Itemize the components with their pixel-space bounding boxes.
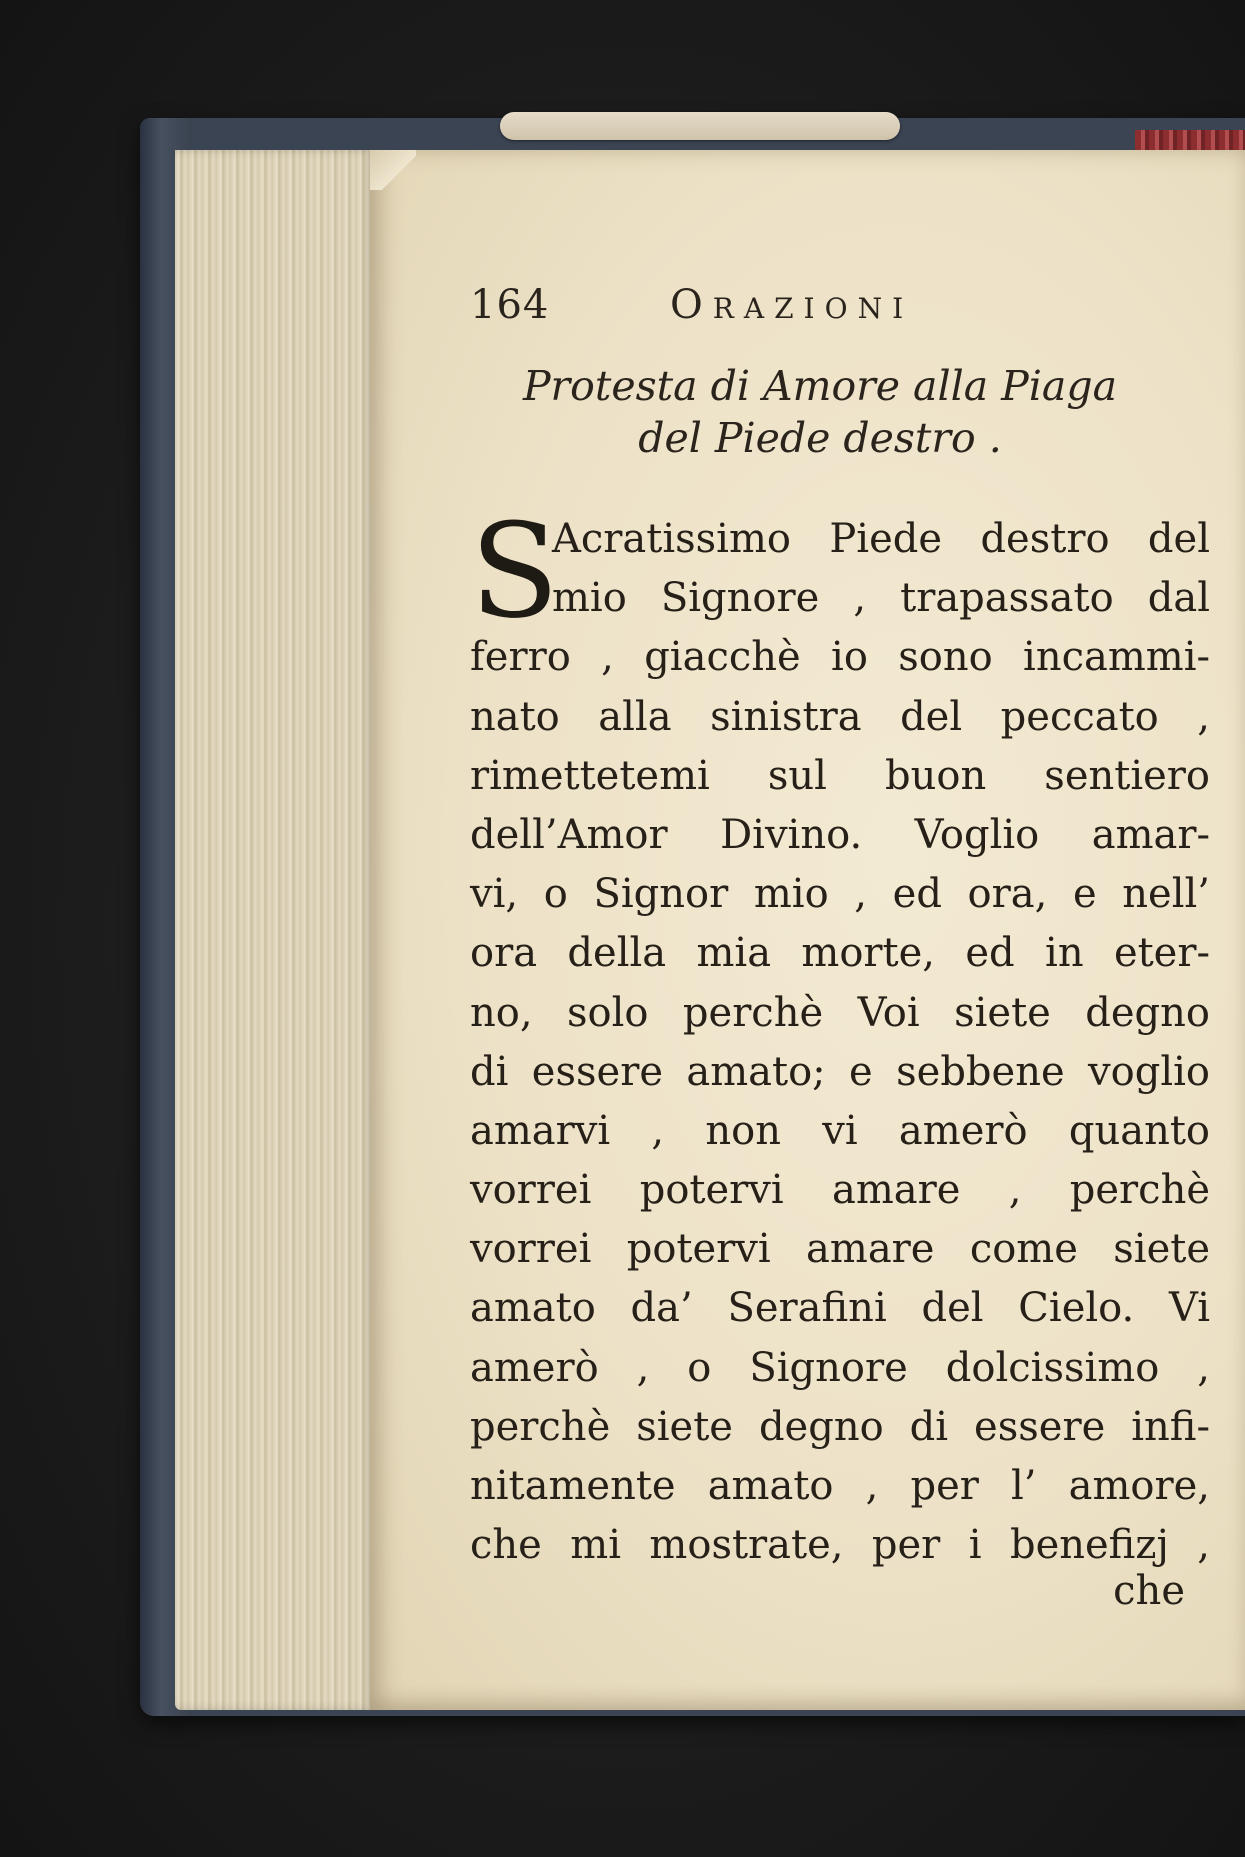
text-line: vorrei potervi amare come siete	[470, 1226, 1210, 1273]
section-title	[460, 360, 1180, 464]
text-line: ora della mia morte, ed in eter-	[470, 930, 1210, 977]
text-line: amato da’ Serafini del Cielo. Vi	[470, 1285, 1210, 1332]
text-line: nato alla sinistra del peccato ,	[470, 693, 1210, 740]
page-edges	[175, 150, 375, 1710]
text-line: dell’Amor Divino. Voglio amar-	[470, 811, 1210, 858]
page-fold	[370, 150, 416, 190]
book-page	[370, 150, 1245, 1710]
catchword: che	[1113, 1568, 1185, 1614]
text-line: rimettetemi sul buon sentiero	[470, 752, 1210, 799]
text-line: di essere amato; e sebbene voglio	[470, 1048, 1210, 1095]
body-text	[470, 495, 1210, 1575]
text-line: vi, o Signor mio , ed ora, e nell’	[470, 871, 1210, 918]
text-line: ferro , giacchè io sono incammi-	[470, 634, 1210, 681]
text-line: perchè siete degno di essere infi-	[470, 1403, 1210, 1450]
text-line: Acratissimo Piede destro del	[552, 516, 1210, 562]
text-line: amerò , o Signore dolcissimo ,	[470, 1344, 1210, 1391]
text-line: vorrei potervi amare , perchè	[470, 1167, 1210, 1214]
running-title: Orazioni	[670, 282, 914, 328]
text-line: no, solo perchè Voi siete degno	[470, 989, 1210, 1036]
page-header	[470, 282, 1170, 332]
text-line: amarvi , non vi amerò quanto	[470, 1107, 1210, 1154]
text-line: mio Signore , trapassato dal	[552, 575, 1210, 622]
text-line: che mi mostrate, per i benefizj ,	[470, 1522, 1210, 1569]
page-number: 164	[470, 282, 550, 328]
section-title-line: del Piede destro .	[638, 414, 1002, 462]
section-title-line: Protesta di Amore alla Piaga	[522, 362, 1118, 410]
binding-strip	[500, 112, 900, 140]
text-line: nitamente amato , per l’ amore,	[470, 1463, 1210, 1509]
drop-cap: S	[470, 495, 560, 647]
